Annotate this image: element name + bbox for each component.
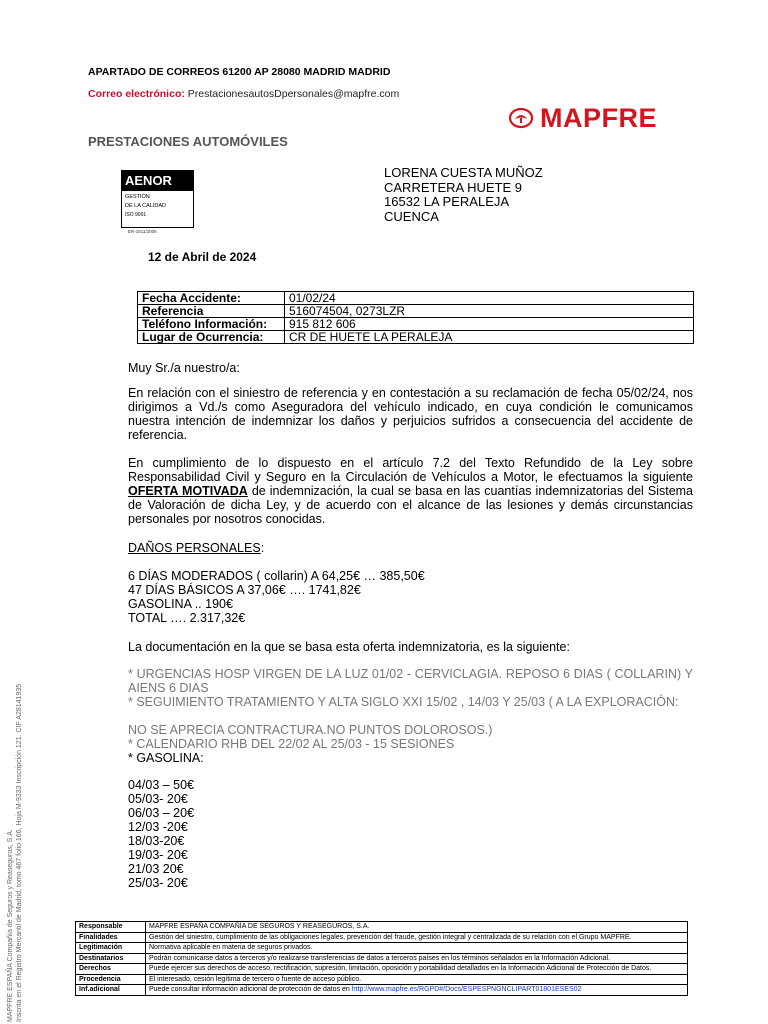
legal-line1: MAPFRE ESPAÑA Compañía de Seguros y Reaseguros, S.A. — [7, 829, 14, 1022]
fuel-entry: 06/03 – 20€ — [128, 806, 195, 820]
dp-label: Legitimación — [76, 943, 146, 954]
documentation-item: NO SE APRECIA CONTRACTURA.NO PUNTOS DOLOROSOS.) — [128, 723, 493, 737]
documentation-intro: La documentación en la que se basa esta oferta indemnizatoria, es la siguiente: — [128, 640, 570, 654]
ref-label: Lugar de Ocurrencia: — [138, 331, 285, 344]
fuel-entry: 21/03 20€ — [128, 862, 184, 876]
legal-line2: Inscrita en el Registro Mercantil de Madrid, tomo 467 folio 166, Hoja M-9333 Inscripción 121. CIF A28141935 — [16, 683, 23, 1022]
sender-address: APARTADO DE CORREOS 61200 AP 28080 MADRID MADRID — [88, 66, 391, 78]
dp-value: Podrán comunicarse datos a terceros y/o realizarse transferencias de datos a terceros países en los términos señalados en la Información Adicional. — [146, 953, 688, 964]
letter-date: 12 de Abril de 2024 — [148, 250, 257, 264]
dp-label: Derechos — [76, 964, 146, 975]
paragraph-2-start: En cumplimiento de lo dispuesto en el artículo 7.2 del Texto Refundido de la Ley sobre Responsabilidad Civil y Seguro en la Circulación de Vehículos a Motor, le efectuamos la siguiente — [128, 456, 693, 484]
dp-label: Destinatarios — [76, 953, 146, 964]
ref-value: 01/02/24 — [285, 292, 694, 305]
mapfre-emblem-icon — [508, 107, 534, 129]
amount-line: 6 DÍAS MODERADOS ( collarin) A 64,25€ … 385,50€ — [128, 569, 425, 583]
fuel-entry: 18/03-20€ — [128, 834, 185, 848]
amounts-list — [128, 569, 693, 625]
ref-value: 516074504, 0273LZR — [285, 305, 694, 318]
legal-sidebar — [6, 592, 24, 1022]
documentation-item: * SEGUIMIENTO TRATAMIENTO Y ALTA SIGLO XXI 15/02 , 14/03 Y 25/03 ( A LA EXPLORACIÓN: — [128, 695, 679, 709]
table-row — [76, 943, 688, 954]
paragraph-2-end: de indemnización, la cual se basa en las cuantías indemnizatorias del Sistema de Valoración de dicha Ley, y de acuerdo con el alcance de las lesiones y demás circunstancias personales por nosotros conocidas. — [128, 484, 694, 526]
fuel-title: * GASOLINA: — [128, 751, 204, 765]
fuel-list — [128, 778, 693, 890]
table-row — [76, 964, 688, 975]
mapfre-logo — [508, 104, 657, 132]
fuel-entry: 19/03- 20€ — [128, 848, 188, 862]
email-label: Correo electrónico: — [88, 88, 185, 100]
ref-label: Teléfono Información: — [138, 318, 285, 331]
department-title: PRESTACIONES AUTOMÓVILES — [88, 134, 288, 149]
fuel-entry: 12/03 -20€ — [128, 820, 188, 834]
dp-value: Puede ejercer sus derechos de acceso, rectificación, supresión, limitación, oposición y portabilidad detallados en la Información Adicional de Protección de Datos. — [146, 964, 688, 975]
data-protection-table — [75, 921, 688, 996]
table-row — [76, 953, 688, 964]
recipient-city: 16532 LA PERALEJA — [384, 194, 510, 209]
paragraph-2 — [128, 456, 693, 526]
dp-value — [146, 985, 688, 996]
recipient-name: LORENA CUESTA MUÑOZ — [384, 165, 543, 180]
table-row — [138, 318, 694, 331]
ref-value: 915 812 606 — [285, 318, 694, 331]
table-row — [138, 305, 694, 318]
dp-label: Responsable — [76, 922, 146, 933]
table-row — [138, 331, 694, 344]
documentation-item: * URGENCIAS HOSP VIRGEN DE LA LUZ 01/02 - CERVICLAGIA. REPOSO 6 DIAS ( COLLARIN) Y AIENS 6 DIAS — [128, 667, 693, 695]
aenor-standard: ISO 9001 — [125, 212, 147, 218]
dp-value: MAPFRE ESPAÑA COMPAÑÍA DE SEGUROS Y REASEGUROS, S.A. — [146, 922, 688, 933]
fuel-entry: 25/03- 20€ — [128, 876, 188, 890]
ref-label: Referencia — [138, 305, 285, 318]
recipient-block — [384, 166, 543, 224]
recipient-street: CARRETERA HUETE 9 — [384, 179, 522, 195]
aenor-line2: DE LA CALIDAD — [125, 203, 166, 209]
greeting: Muy Sr./a nuestro/a: — [128, 361, 240, 375]
dp-label: Finalidades — [76, 932, 146, 943]
fuel-entry: 04/03 – 50€ — [128, 778, 195, 792]
dp-label: Procedencia — [76, 974, 146, 985]
aenor-certification-badge — [121, 170, 194, 228]
fuel-entry: 05/03- 20€ — [128, 792, 188, 806]
documentation-item: * CALENDARIO RHB DEL 22/02 AL 25/03 - 15 SESIONES — [128, 737, 455, 751]
recipient-province: CUENCA — [384, 208, 439, 224]
amount-line: TOTAL …. 2.317,32€ — [128, 611, 246, 625]
table-row — [138, 292, 694, 305]
ref-label: Fecha Accidente: — [138, 292, 285, 305]
dp-value: El interesado, cesión legítima de tercero o fuente de acceso público. — [146, 974, 688, 985]
damages-title-colon: : — [260, 541, 265, 555]
amount-line: 47 DÍAS BÁSICOS A 37,06€ …. 1741,82€ — [128, 583, 361, 597]
aenor-line1: GESTIÓN — [125, 194, 150, 200]
aenor-code: ER-1611/2006 — [128, 229, 157, 234]
data-protection-link[interactable]: http://www.mapfre.es/RGPD#/Docs/ESPESPNGNCLIPART01801ESES02 — [351, 986, 582, 993]
brand-name: MAPFRE — [540, 102, 657, 133]
dp-value: Normativa aplicable en materia de seguros privados. — [146, 943, 688, 954]
damages-section-title — [128, 541, 693, 555]
dp-label: Inf.adicional — [76, 985, 146, 996]
table-row — [76, 974, 688, 985]
amount-line: GASOLINA .. 190€ — [128, 597, 233, 611]
paragraph-1: En relación con el siniestro de referencia y en contestación a su reclamación de fecha 05/02/24, nos dirigimos a Vd./s como Aseguradora del vehículo indicado, en cuya condición le comunicamos nuestra intención de indemnizar los daños y perjuicios sufridos a consecuencia del accidente de referencia. — [128, 386, 693, 442]
dp-value: Gestión del siniestro, cumplimiento de las obligaciones legales, prevención del fraude, gestión integral y centralizada de su relación con el Grupo MAPFRE. — [146, 932, 688, 943]
reference-table — [137, 291, 694, 344]
sender-email — [88, 88, 399, 100]
table-row — [76, 985, 688, 996]
table-row — [76, 922, 688, 933]
dp-additional-text: Puede consultar información adicional de protección de datos en — [149, 986, 350, 993]
aenor-mark: AENOR — [122, 171, 193, 191]
damages-title: DAÑOS PERSONALES — [128, 541, 261, 555]
offer-highlight: OFERTA MOTIVADA — [128, 484, 248, 498]
table-row — [76, 932, 688, 943]
ref-value: CR DE HUETE LA PERALEJA — [285, 331, 694, 344]
email-value: PrestacionesautosDpersonales@mapfre.com — [187, 88, 400, 100]
